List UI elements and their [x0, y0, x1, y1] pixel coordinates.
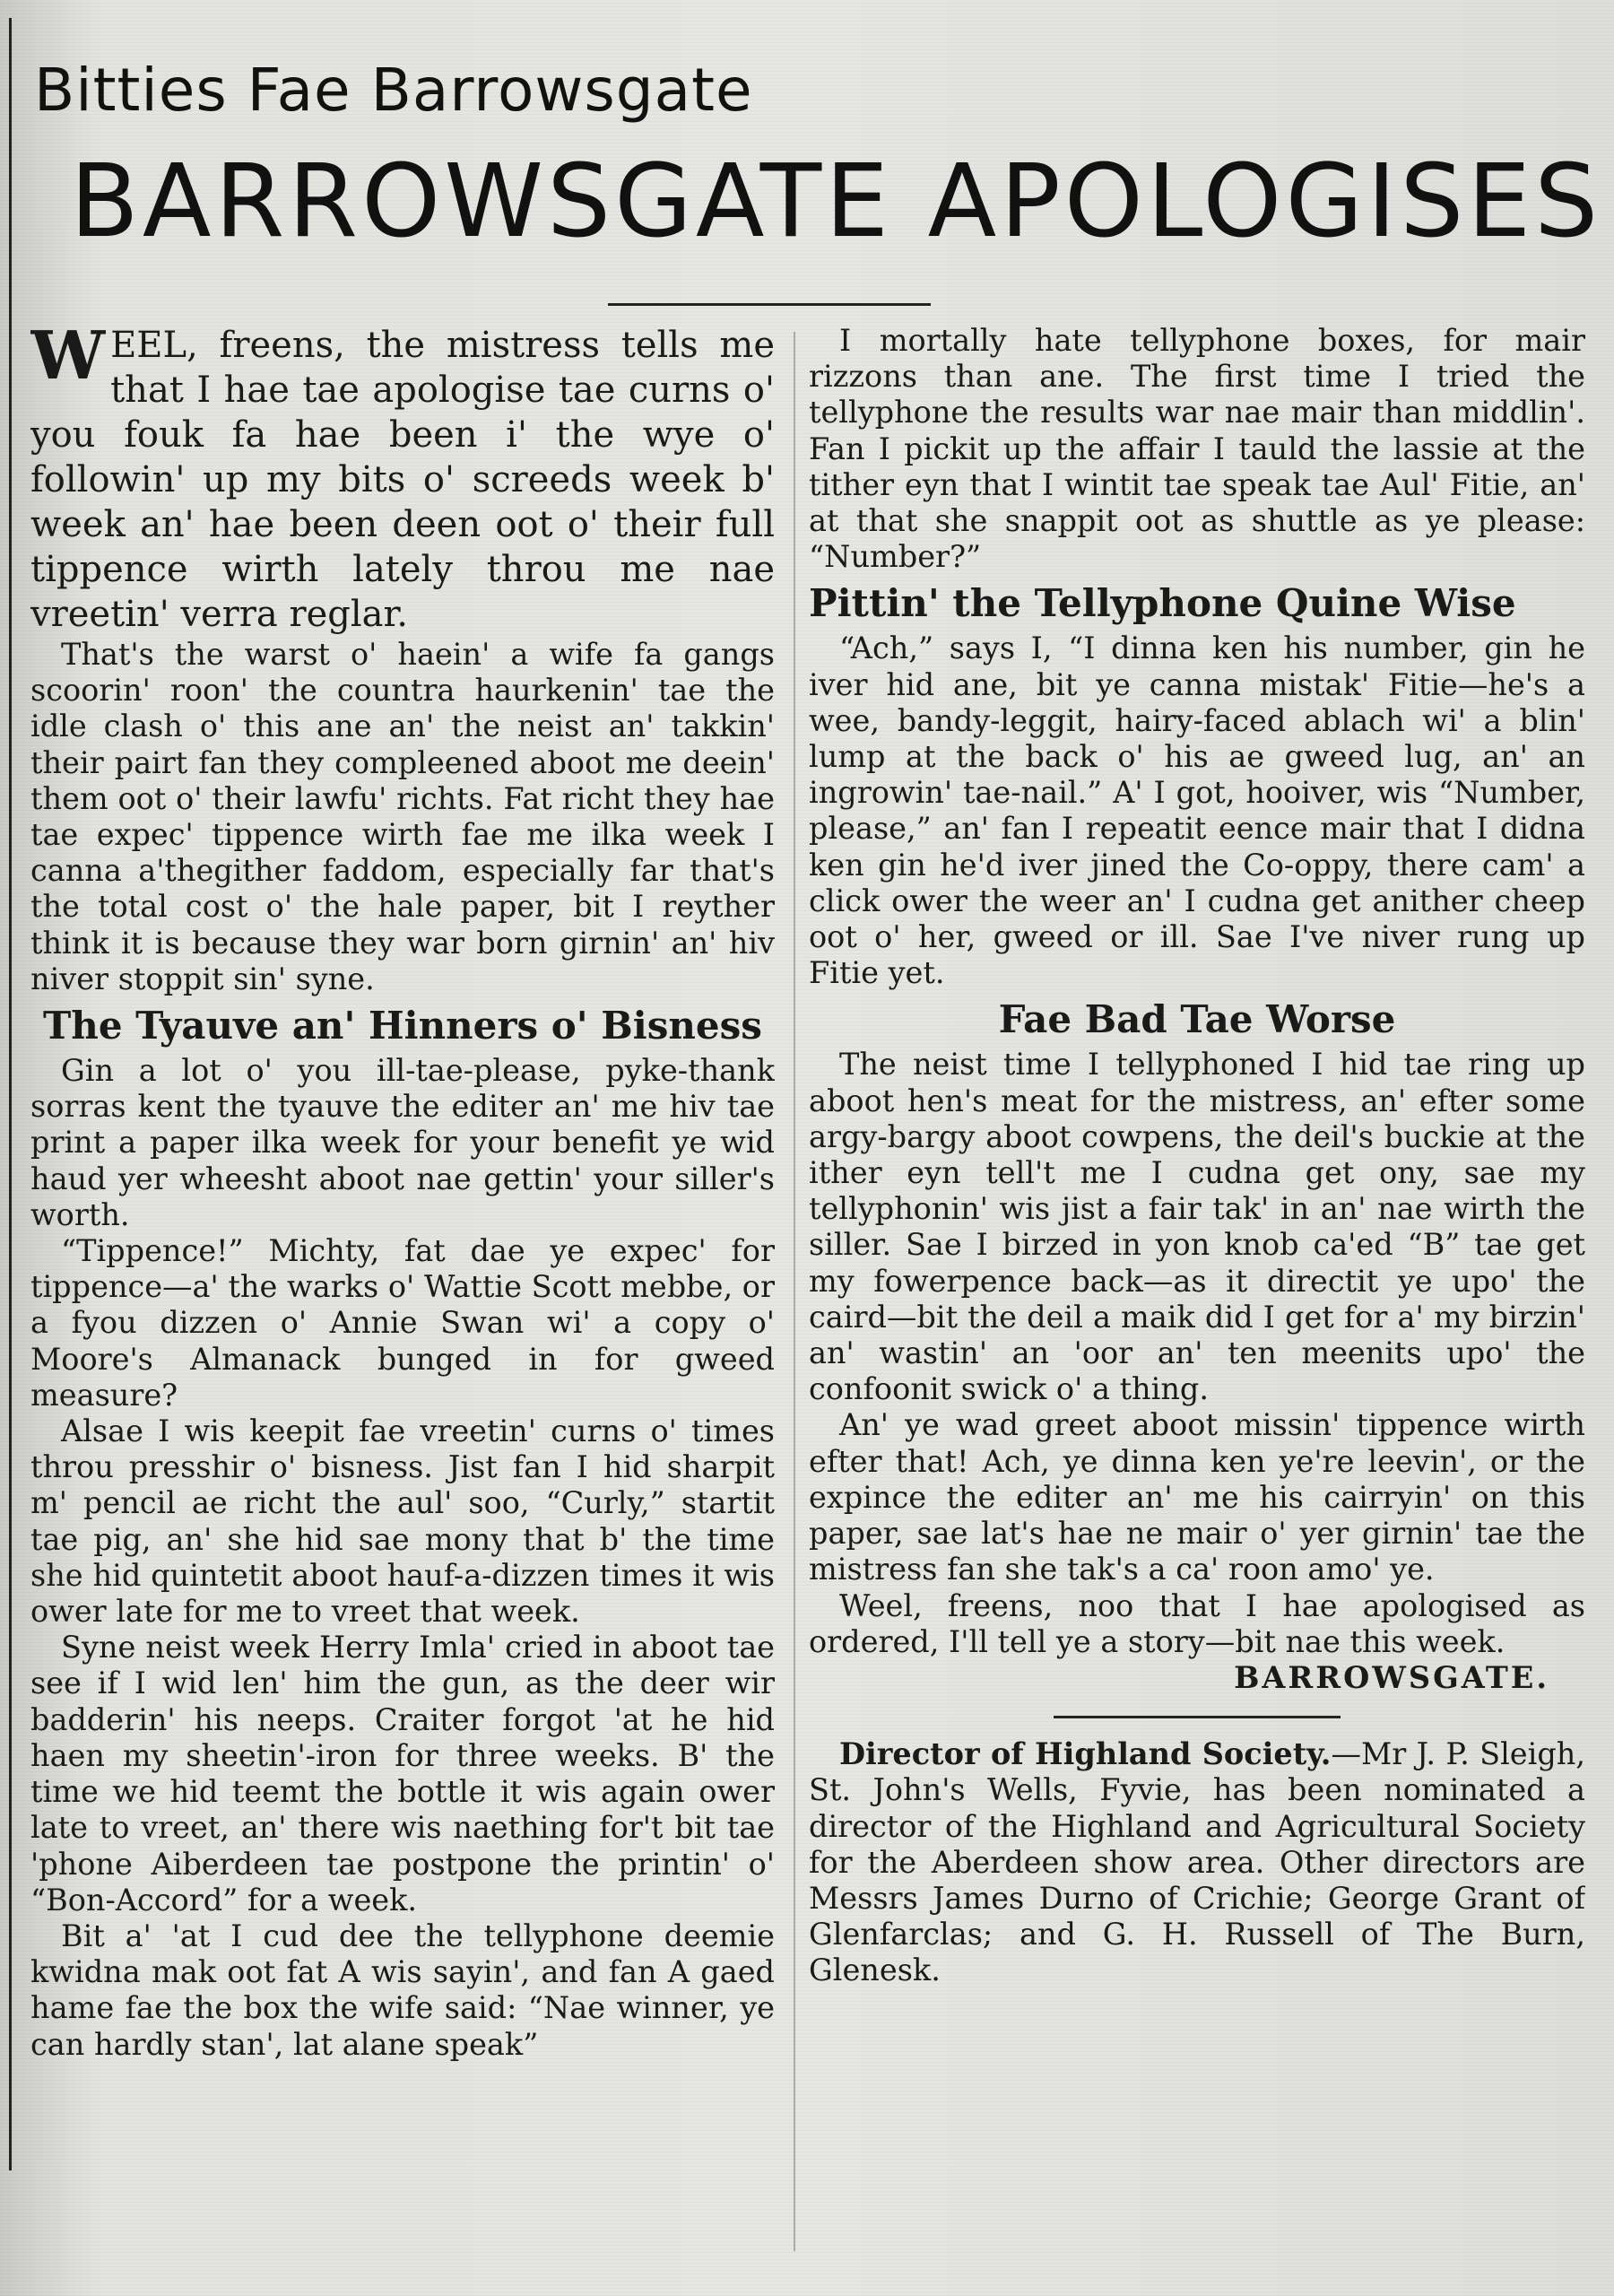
drop-cap: W — [30, 323, 106, 395]
paragraph: “Ach,” says I, “I dinna ken his number, gin he iver hid ane, bit ye canna mistak' Fitie—he's a wee, bandy-leggit, hairy-faced ablach wi' a blin' lump at the back o' his ae gweed lug, an' an ingrowin' tae-nail.” A' I got, hooiver, wis “Number, please,” an' fan I repeatit eence mair that I didna ken gin he'd iver jined the Co-oppy, there cam' a click ower the weer an' I cudna get anither cheep oot o' her, gweed or ill. Sae I've niver rung up Fitie yet. — [809, 631, 1585, 991]
right-column — [809, 323, 1585, 2278]
section-rule — [1054, 1716, 1341, 1718]
paragraph: Syne neist week Herry Imla' cried in aboot tae see if I wid len' him the gun, as the deer wir badderin' his neeps. Craiter forgot 'at he hid haen my sheetin'-iron for three weeks. B' the time we hid teemt the bottle it wis again ower late to vreet, an' there wis naething for't bit tae 'phone Aiberdeen tae postpone the printin' o' “Bon-Accord” for a week. — [30, 1630, 775, 1918]
paragraph: Alsae I wis keepit fae vreetin' curns o' times throu presshir o' bisness. Jist fan I hid sharpit m' pencil ae richt the aul' soo, “Curly,” startit tae pig, an' she hid sae mony that b' the time she hid quintetit aboot hauf-a-dizzen times it wis ower late for me to vreet that week. — [30, 1413, 775, 1630]
paragraph: Bit a' 'at I cud dee the tellyphone deemie kwidna mak oot fat A wis sayin', and fan A gaed hame fae the box the wife said: “Nae winner, ye can hardly stan', lat alane speak” — [30, 1918, 775, 2062]
lead-text: EEL, freens, the mistress tells me that I hae tae apologise tae curns o' you fouk fa hae been i' the wye o' followin' up my bits o' screeds week b' week an' hae been deen oot o' their full tippence wirth lately throu me nae vreetin' verra reglar. — [30, 325, 775, 635]
left-column — [30, 323, 775, 2260]
paragraph: The neist time I tellyphoned I hid tae ring up aboot hen's meat for the mistress, an' efter some argy-bargy aboot cowpens, the deil's buckie at the ither eyn tell't me I cudna get ony, sae my tellyphonin' wis jist a fair tak' in an' nae wirth the siller. Sae I birzed in yon knob ca'ed “B” tae get my fowerpence back—as it directit ye upo' the caird—bit the deil a maik did I get for a' my birzin' an' wastin' an 'oor an' ten meenits upo' the confoonit swick o' a thing. — [809, 1047, 1585, 1407]
paragraph: An' ye wad greet aboot missin' tippence wirth efter that! Ach, ye dinna ken ye're leevin', or the expince the editer an' me his cairryin' on this paper, sae lat's hae ne mair o' yer girnin' tae the mistress fan she tak's a ca' roon amo' ye. — [809, 1407, 1585, 1587]
paragraph: Gin a lot o' you ill-tae-please, pyke-thank sorras kent the tyauve the editer an' me hiv tae print a paper ilka week for your benefit ye wid haud yer wheesht aboot nae gettin' your siller's worth. — [30, 1053, 775, 1232]
headline-rule — [608, 303, 931, 306]
paragraph: That's the warst o' haein' a wife fa gangs scoorin' roon' the countra haurkenin' tae the idle clash o' this ane an' the neist an' takkin' their pairt fan they compleened aboot me deein' them oot o' their lawfu' richts. Fat richt they hae tae expec' tippence wirth fae me ilka week I canna a'thegither faddom, especially far that's the total cost o' the hale paper, bit I reyther think it is because they war born girnin' an' hiv niver stoppit sin' syne. — [30, 637, 775, 996]
lead-paragraph — [30, 323, 775, 637]
paragraph: “Tippence!” Michty, fat dae ye expec' for tippence—a' the warks o' Wattie Scott mebbe, or a fyou dizzen o' Annie Swan wi' a copy o' Moore's Almanack bunged in for gweed measure? — [30, 1233, 775, 1413]
notice-body: —Mr J. P. Sleigh, St. John's Wells, Fyvie, has been nominated a director of the Highland and Agricultural Society for the Aberdeen show area. Other directors are Messrs James Durno of Crichie; George Grant of Glenfarclas; and G. H. Russell of The Burn, Glenesk. — [809, 1736, 1585, 1988]
subheading: Fae Bad Tae Worse — [998, 997, 1396, 1042]
notice-title: Director of Highland Society. — [839, 1736, 1332, 1772]
page-headline: BARROWSGATE APOLOGISES — [70, 144, 1602, 260]
column-rule-left — [9, 18, 12, 2170]
paragraph: Weel, freens, noo that I hae apologised as ordered, I'll tell ye a story—bit nae this week. — [809, 1587, 1585, 1659]
notice-paragraph — [809, 1736, 1585, 1988]
column-kicker: Bitties Fae Barrowsgate — [34, 56, 753, 125]
subheading: The Tyauve an' Hinners o' Bisness — [43, 1004, 762, 1048]
column-divider — [794, 332, 795, 2251]
subheading: Pittin' the Tellyphone Quine Wise — [809, 581, 1516, 626]
author-signature: BARROWSGATE. — [1234, 1659, 1549, 1695]
paragraph: I mortally hate tellyphone boxes, for mair rizzons than ane. The first time I tried the tellyphone the results war nae mair than middlin'. Fan I pickit up the affair I tauld the lassie at the tither eyn that I wintit tae speak tae Aul' Fitie, an' at that she snappit oot as shuttle as ye please: “Number?” — [809, 323, 1585, 575]
